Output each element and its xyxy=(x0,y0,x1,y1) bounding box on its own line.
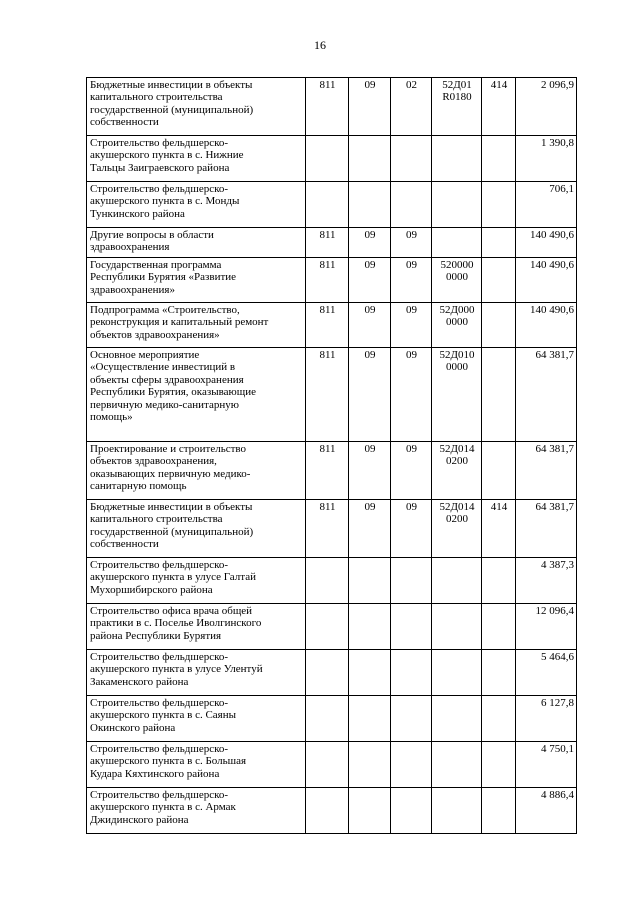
table-row xyxy=(87,136,577,182)
budget-table xyxy=(86,77,577,834)
cell-vr xyxy=(482,442,516,500)
cell-rz xyxy=(349,650,391,696)
cell-pr: 02 xyxy=(391,78,432,136)
cell-rz: 09 xyxy=(349,348,391,442)
cell-csr xyxy=(432,182,482,228)
cell-name: Строительство фельдшерско- акушерского пункта в с. Монды Тункинского района xyxy=(87,182,306,228)
table-row xyxy=(87,228,577,258)
cell-sum: 140 490,6 xyxy=(516,228,577,258)
cell-ved: 811 xyxy=(306,228,349,258)
cell-name: Строительство фельдшерско- акушерского пункта в с. Армак Джидинского района xyxy=(87,788,306,834)
cell-pr: 09 xyxy=(391,500,432,558)
cell-csr xyxy=(432,558,482,604)
cell-pr: 09 xyxy=(391,258,432,303)
cell-sum: 5 464,6 xyxy=(516,650,577,696)
cell-name: Строительство фельдшерско- акушерского пункта в с. Саяны Окинского района xyxy=(87,696,306,742)
table-row xyxy=(87,558,577,604)
cell-rz: 09 xyxy=(349,500,391,558)
cell-csr: 520000 0000 xyxy=(432,258,482,303)
cell-ved xyxy=(306,742,349,788)
cell-sum: 4 750,1 xyxy=(516,742,577,788)
table-row xyxy=(87,696,577,742)
cell-vr xyxy=(482,182,516,228)
cell-sum: 140 490,6 xyxy=(516,303,577,348)
table-row xyxy=(87,604,577,650)
cell-sum: 6 127,8 xyxy=(516,696,577,742)
cell-csr xyxy=(432,788,482,834)
cell-ved: 811 xyxy=(306,500,349,558)
cell-vr xyxy=(482,604,516,650)
cell-pr xyxy=(391,558,432,604)
cell-sum: 2 096,9 xyxy=(516,78,577,136)
cell-rz xyxy=(349,788,391,834)
cell-sum: 64 381,7 xyxy=(516,348,577,442)
cell-csr: 52Д014 0200 xyxy=(432,500,482,558)
cell-ved xyxy=(306,136,349,182)
cell-sum: 4 387,3 xyxy=(516,558,577,604)
cell-name: Строительство офиса врача общей практики в с. Поселье Иволгинского района Республики Бурятия xyxy=(87,604,306,650)
cell-vr xyxy=(482,696,516,742)
cell-ved: 811 xyxy=(306,348,349,442)
cell-vr: 414 xyxy=(482,500,516,558)
cell-ved xyxy=(306,604,349,650)
cell-sum: 64 381,7 xyxy=(516,442,577,500)
cell-csr: 52Д014 0200 xyxy=(432,442,482,500)
cell-vr xyxy=(482,258,516,303)
cell-ved xyxy=(306,558,349,604)
cell-pr: 09 xyxy=(391,228,432,258)
cell-rz xyxy=(349,558,391,604)
cell-pr xyxy=(391,604,432,650)
cell-name: Основное мероприятие «Осуществление инвестиций в объекты сферы здравоохранения Республики Бурятия, оказывающие первичную медико-санитарную помощь» xyxy=(87,348,306,442)
table-row xyxy=(87,500,577,558)
cell-vr xyxy=(482,228,516,258)
cell-vr xyxy=(482,303,516,348)
cell-csr xyxy=(432,604,482,650)
cell-name: Проектирование и строительство объектов здравоохранения, оказывающих первичную медико- санитарную помощь xyxy=(87,442,306,500)
cell-sum: 12 096,4 xyxy=(516,604,577,650)
cell-name: Бюджетные инвестиции в объекты капитального строительства государственной (муниципальной) собственности xyxy=(87,500,306,558)
cell-rz: 09 xyxy=(349,303,391,348)
cell-pr xyxy=(391,136,432,182)
table-row xyxy=(87,258,577,303)
cell-ved: 811 xyxy=(306,303,349,348)
table-row xyxy=(87,650,577,696)
cell-csr: 52Д01 R0180 xyxy=(432,78,482,136)
cell-rz: 09 xyxy=(349,78,391,136)
cell-pr xyxy=(391,696,432,742)
cell-sum: 4 886,4 xyxy=(516,788,577,834)
cell-name: Строительство фельдшерско- акушерского пункта в с. Нижние Тальцы Заиграевского района xyxy=(87,136,306,182)
cell-sum: 140 490,6 xyxy=(516,258,577,303)
cell-pr xyxy=(391,742,432,788)
budget-table-body xyxy=(87,78,577,834)
cell-name: Подпрограмма «Строительство, реконструкция и капитальный ремонт объектов здравоохранения» xyxy=(87,303,306,348)
cell-ved: 811 xyxy=(306,442,349,500)
cell-name: Другие вопросы в области здравоохранения xyxy=(87,228,306,258)
table-row xyxy=(87,303,577,348)
cell-rz: 09 xyxy=(349,228,391,258)
cell-pr xyxy=(391,788,432,834)
cell-pr: 09 xyxy=(391,442,432,500)
cell-sum: 1 390,8 xyxy=(516,136,577,182)
table-row xyxy=(87,78,577,136)
cell-csr: 52Д010 0000 xyxy=(432,348,482,442)
cell-pr xyxy=(391,650,432,696)
cell-csr: 52Д000 0000 xyxy=(432,303,482,348)
cell-pr xyxy=(391,182,432,228)
cell-rz: 09 xyxy=(349,258,391,303)
cell-csr xyxy=(432,228,482,258)
cell-ved xyxy=(306,182,349,228)
cell-name: Государственная программа Республики Бурятия «Развитие здравоохранения» xyxy=(87,258,306,303)
cell-csr xyxy=(432,650,482,696)
cell-name: Бюджетные инвестиции в объекты капитального строительства государственной (муниципальной) собственности xyxy=(87,78,306,136)
table-row xyxy=(87,182,577,228)
cell-ved xyxy=(306,650,349,696)
cell-vr xyxy=(482,348,516,442)
cell-vr xyxy=(482,136,516,182)
table-row xyxy=(87,788,577,834)
cell-rz xyxy=(349,604,391,650)
page-number: 16 xyxy=(314,38,326,52)
cell-csr xyxy=(432,696,482,742)
table-row xyxy=(87,742,577,788)
cell-pr: 09 xyxy=(391,303,432,348)
cell-rz xyxy=(349,182,391,228)
cell-vr: 414 xyxy=(482,78,516,136)
cell-csr xyxy=(432,136,482,182)
cell-vr xyxy=(482,650,516,696)
cell-ved: 811 xyxy=(306,258,349,303)
cell-rz xyxy=(349,136,391,182)
cell-vr xyxy=(482,788,516,834)
table-row xyxy=(87,348,577,442)
cell-csr xyxy=(432,742,482,788)
table-row xyxy=(87,442,577,500)
cell-name: Строительство фельдшерско- акушерского пункта в улусе Галтай Мухоршибирского района xyxy=(87,558,306,604)
cell-ved: 811 xyxy=(306,78,349,136)
cell-pr: 09 xyxy=(391,348,432,442)
cell-rz: 09 xyxy=(349,442,391,500)
cell-ved xyxy=(306,788,349,834)
cell-rz xyxy=(349,696,391,742)
cell-sum: 706,1 xyxy=(516,182,577,228)
cell-ved xyxy=(306,696,349,742)
cell-vr xyxy=(482,558,516,604)
cell-rz xyxy=(349,742,391,788)
cell-vr xyxy=(482,742,516,788)
cell-sum: 64 381,7 xyxy=(516,500,577,558)
cell-name: Строительство фельдшерско- акушерского пункта в улусе Улентуй Закаменского района xyxy=(87,650,306,696)
cell-name: Строительство фельдшерско- акушерского пункта в с. Большая Кудара Кяхтинского района xyxy=(87,742,306,788)
